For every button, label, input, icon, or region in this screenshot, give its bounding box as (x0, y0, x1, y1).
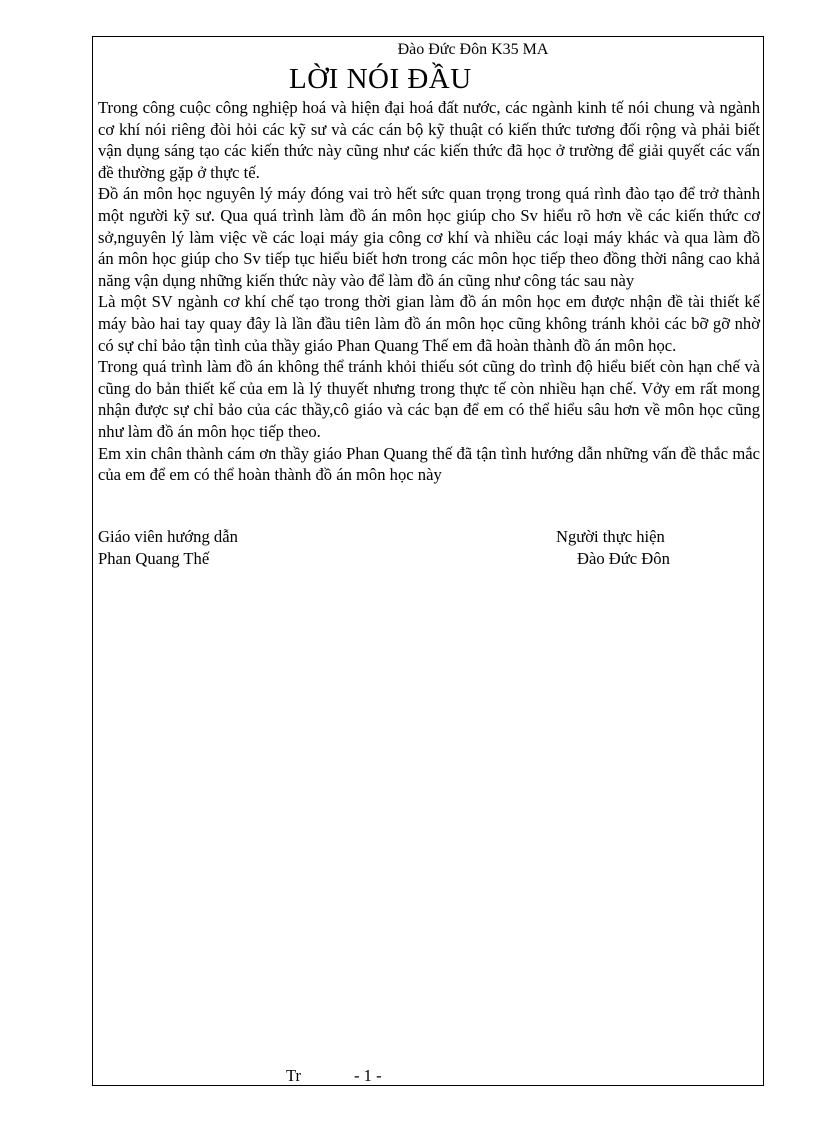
paragraph: Em xin chân thành cám ơn thầy giáo Phan Quang thế đã tận tình hướng dẫn những vấn đề thắc mắc của em để em có thể hoàn thành đồ án môn học này (98, 443, 760, 485)
paragraph: Đồ án môn học nguyên lý máy đóng vai trò hết sức quan trọng trong quá rình đào tạo để trở thành một người kỹ sư. Qua quá trình làm đồ án môn học giúp cho Sv hiểu rõ hơn về các kiến thức cơ sở,nguyên lý làm việc về các loại máy gia công cơ khí và nhiều các loại máy khác và qua làm đồ án môn học giúp cho Sv tiếp tục hiểu biết hơn trong các môn học tiếp theo đồng thời nâng cao khả năng vận dụng những kiến thức này vào để làm đồ án cũng như công tác sau này (98, 184, 760, 290)
page-number: - 1 - (354, 1066, 382, 1085)
paragraph: Trong công cuộc công nghiệp hoá và hiện đại hoá đất nước, các ngành kinh tế nói chung và ngành cơ khí nói riêng đòi hỏi các kỹ sư và các cán bộ kỹ thuật có kiến thức tương đối rộng và phải biết vận dụng sáng tạo các kiến thức này cũng như các kiến thức đã học ở trường để giải quyết các vấn đề thường gặp ở thực tế. (98, 98, 760, 182)
paragraph: Trong quá trình làm đồ án không thể tránh khỏi thiếu sót cũng do trình độ hiểu biết còn hạn chế và cũng do bản thiết kế của em là lý thuyết nhưng trong thực tế còn nhiều hạn chế. Vởy em rất mong nhận được sự chỉ bảo của các thầy,cô giáo và các bạn để em có thể hiểu sâu hơn về môn học cũng như làm đồ án môn học tiếp theo. (98, 357, 760, 441)
supervisor-name: Phan Quang Thế (98, 549, 210, 568)
page-frame (92, 36, 764, 1086)
page-footer (286, 1066, 382, 1086)
author-role: Người thực hiện (556, 527, 665, 546)
page-header: Đào Đức Đôn K35 MA (397, 41, 549, 58)
paragraph: Là một SV ngành cơ khí chế tạo trong thời gian làm đồ án môn học em được nhận đề tài thiết kế máy bào hai tay quay đây là lần đầu tiên làm đồ án môn học cũng không tránh khỏi các bỡ gỡ nhờ có sự chỉ bảo tận tình của thầy giáo Phan Quang Thế em đã hoàn thành đồ án môn học. (98, 292, 760, 355)
page-title: LỜI NÓI ĐẦU (289, 63, 472, 95)
author-name: Đào Đức Đôn (577, 549, 670, 568)
preface-body (98, 97, 760, 486)
footer-prefix: Tr (286, 1066, 302, 1085)
supervisor-role: Giáo viên hướng dẫn (98, 527, 238, 546)
